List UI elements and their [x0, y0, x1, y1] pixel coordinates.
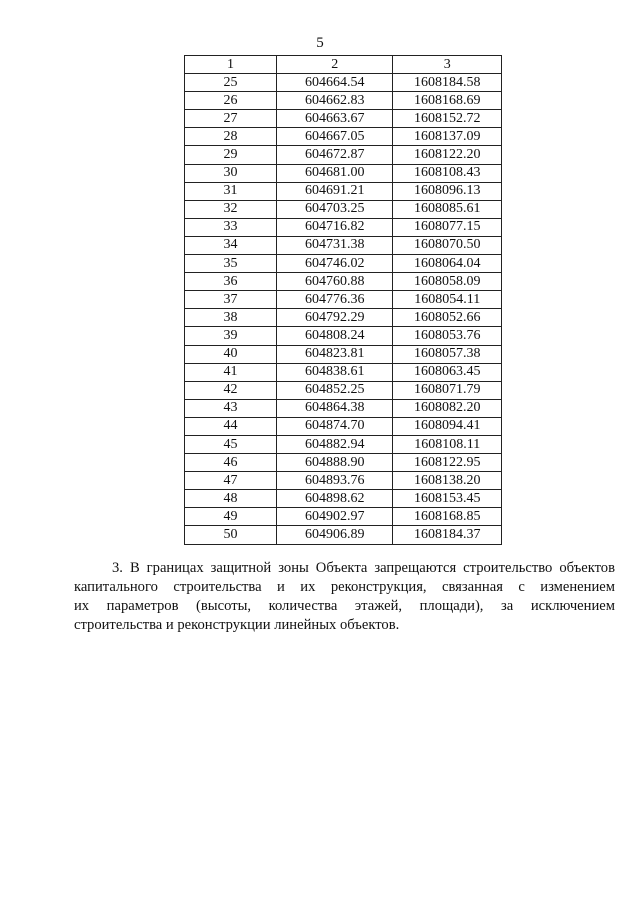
x-coordinate-cell: 604703.25: [277, 200, 393, 218]
point-number-cell: 40: [185, 345, 277, 363]
point-number-cell: 32: [185, 200, 277, 218]
point-number-cell: 45: [185, 435, 277, 453]
y-coordinate-cell: 1608184.37: [393, 526, 502, 544]
y-coordinate-cell: 1608122.20: [393, 146, 502, 164]
y-coordinate-cell: 1608052.66: [393, 309, 502, 327]
y-coordinate-cell: 1608070.50: [393, 236, 502, 254]
x-coordinate-cell: 604823.81: [277, 345, 393, 363]
table-row: [185, 200, 502, 218]
y-coordinate-cell: 1608168.69: [393, 92, 502, 110]
table-row: [185, 508, 502, 526]
point-number-cell: 43: [185, 399, 277, 417]
table-row: [185, 435, 502, 453]
x-coordinate-cell: 604792.29: [277, 309, 393, 327]
table-row: [185, 182, 502, 200]
table-header-cell: 1: [185, 56, 277, 74]
y-coordinate-cell: 1608122.95: [393, 454, 502, 472]
table-row: [185, 146, 502, 164]
point-number-cell: 50: [185, 526, 277, 544]
table-row: [185, 417, 502, 435]
table-row: [185, 255, 502, 273]
coordinates-table: [184, 55, 502, 545]
x-coordinate-cell: 604874.70: [277, 417, 393, 435]
x-coordinate-cell: 604808.24: [277, 327, 393, 345]
y-coordinate-cell: 1608108.43: [393, 164, 502, 182]
x-coordinate-cell: 604888.90: [277, 454, 393, 472]
point-number-cell: 49: [185, 508, 277, 526]
point-number-cell: 34: [185, 236, 277, 254]
point-number-cell: 26: [185, 92, 277, 110]
table-row: [185, 128, 502, 146]
paragraph-line: капитального строительства и их реконструкция, связанная с изменением: [74, 579, 615, 595]
table-row: [185, 345, 502, 363]
table-row: [185, 74, 502, 92]
point-number-cell: 37: [185, 291, 277, 309]
y-coordinate-cell: 1608064.04: [393, 255, 502, 273]
point-number-cell: 42: [185, 381, 277, 399]
point-number-cell: 36: [185, 273, 277, 291]
y-coordinate-cell: 1608108.11: [393, 435, 502, 453]
paragraph-line: 3. В границах защитной зоны Объекта запрещаются строительство объектов: [112, 560, 615, 576]
y-coordinate-cell: 1608058.09: [393, 273, 502, 291]
x-coordinate-cell: 604906.89: [277, 526, 393, 544]
y-coordinate-cell: 1608153.45: [393, 490, 502, 508]
table-row: [185, 92, 502, 110]
y-coordinate-cell: 1608085.61: [393, 200, 502, 218]
table-header-cell: 2: [277, 56, 393, 74]
x-coordinate-cell: 604893.76: [277, 472, 393, 490]
table-row: [185, 273, 502, 291]
table-row: [185, 526, 502, 544]
x-coordinate-cell: 604776.36: [277, 291, 393, 309]
point-number-cell: 35: [185, 255, 277, 273]
table-row: [185, 291, 502, 309]
table-row: [185, 164, 502, 182]
x-coordinate-cell: 604882.94: [277, 435, 393, 453]
point-number-cell: 46: [185, 454, 277, 472]
restriction-paragraph: [74, 559, 615, 635]
x-coordinate-cell: 604662.83: [277, 92, 393, 110]
x-coordinate-cell: 604864.38: [277, 399, 393, 417]
x-coordinate-cell: 604667.05: [277, 128, 393, 146]
table-row: [185, 110, 502, 128]
x-coordinate-cell: 604898.62: [277, 490, 393, 508]
y-coordinate-cell: 1608063.45: [393, 363, 502, 381]
x-coordinate-cell: 604681.00: [277, 164, 393, 182]
table-row: [185, 490, 502, 508]
y-coordinate-cell: 1608096.13: [393, 182, 502, 200]
table-row: [185, 236, 502, 254]
point-number-cell: 28: [185, 128, 277, 146]
table-row: [185, 327, 502, 345]
point-number-cell: 30: [185, 164, 277, 182]
x-coordinate-cell: 604838.61: [277, 363, 393, 381]
x-coordinate-cell: 604664.54: [277, 74, 393, 92]
y-coordinate-cell: 1608053.76: [393, 327, 502, 345]
table-row: [185, 472, 502, 490]
point-number-cell: 48: [185, 490, 277, 508]
x-coordinate-cell: 604691.21: [277, 182, 393, 200]
table-header-row: [185, 56, 502, 74]
point-number-cell: 38: [185, 309, 277, 327]
point-number-cell: 33: [185, 218, 277, 236]
table-row: [185, 454, 502, 472]
table-row: [185, 363, 502, 381]
x-coordinate-cell: 604672.87: [277, 146, 393, 164]
table-row: [185, 218, 502, 236]
x-coordinate-cell: 604746.02: [277, 255, 393, 273]
point-number-cell: 41: [185, 363, 277, 381]
y-coordinate-cell: 1608138.20: [393, 472, 502, 490]
point-number-cell: 39: [185, 327, 277, 345]
point-number-cell: 27: [185, 110, 277, 128]
page-number: 5: [316, 35, 324, 51]
x-coordinate-cell: 604760.88: [277, 273, 393, 291]
y-coordinate-cell: 1608071.79: [393, 381, 502, 399]
point-number-cell: 44: [185, 417, 277, 435]
paragraph-line: строительства и реконструкции линейных объектов.: [74, 617, 400, 633]
point-number-cell: 31: [185, 182, 277, 200]
point-number-cell: 29: [185, 146, 277, 164]
y-coordinate-cell: 1608152.72: [393, 110, 502, 128]
x-coordinate-cell: 604852.25: [277, 381, 393, 399]
y-coordinate-cell: 1608137.09: [393, 128, 502, 146]
x-coordinate-cell: 604731.38: [277, 236, 393, 254]
y-coordinate-cell: 1608077.15: [393, 218, 502, 236]
x-coordinate-cell: 604716.82: [277, 218, 393, 236]
x-coordinate-cell: 604663.67: [277, 110, 393, 128]
y-coordinate-cell: 1608184.58: [393, 74, 502, 92]
table-row: [185, 399, 502, 417]
paragraph-line: их параметров (высоты, количества этажей, площади), за исключением: [74, 598, 615, 614]
y-coordinate-cell: 1608094.41: [393, 417, 502, 435]
table-header-cell: 3: [393, 56, 502, 74]
y-coordinate-cell: 1608082.20: [393, 399, 502, 417]
y-coordinate-cell: 1608057.38: [393, 345, 502, 363]
point-number-cell: 25: [185, 74, 277, 92]
table-row: [185, 309, 502, 327]
table-row: [185, 381, 502, 399]
point-number-cell: 47: [185, 472, 277, 490]
x-coordinate-cell: 604902.97: [277, 508, 393, 526]
y-coordinate-cell: 1608054.11: [393, 291, 502, 309]
y-coordinate-cell: 1608168.85: [393, 508, 502, 526]
